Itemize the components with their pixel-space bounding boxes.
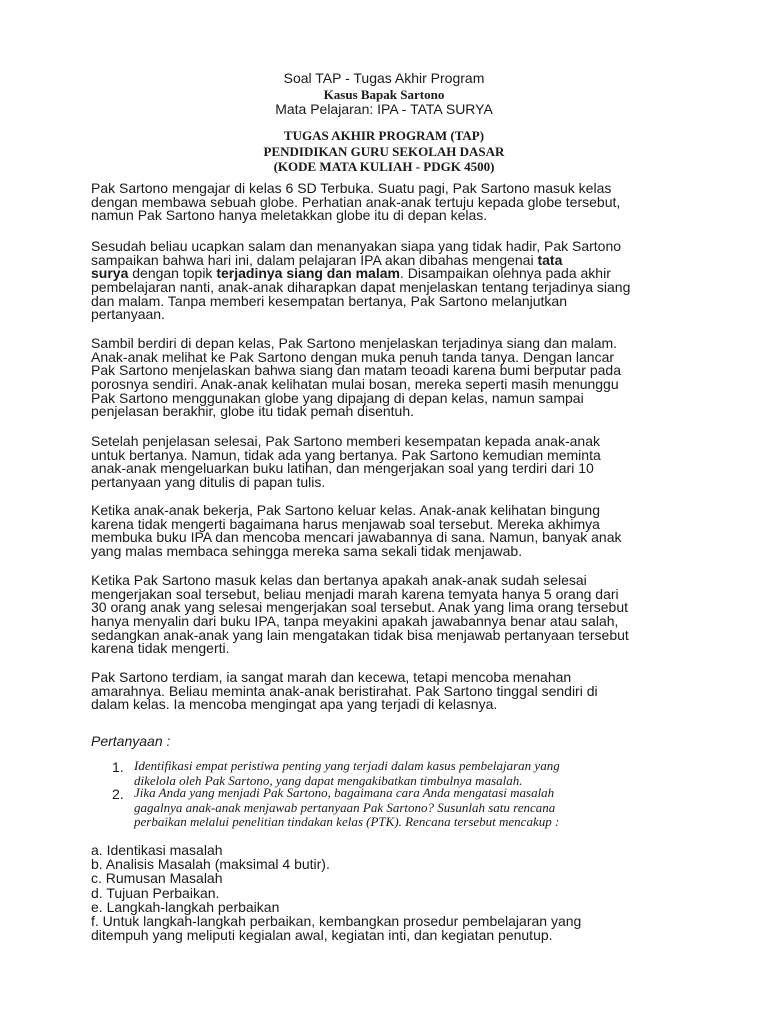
text-line: dalam kelas. Ia mencoba mengingat apa yang terjadi di kelasnya. [91,696,498,713]
text-line: Pak Sartono menjelaskan bahwa siang dan matam teoadi karena bumi berputar pada [91,362,621,379]
paragraph-4 [91,435,691,490]
text-line: karena tidak mengerti. [91,640,230,657]
text-line: Sesudah beliau ucapkan salam dan menanyakan siapa yang tidak hadir, Pak Sartono [91,238,622,254]
bold-text: surya [91,265,129,282]
text-line: gagalnya anak-anak menjawab pertanyaan Pak Sartono? Susunlah satu rencana [134,799,556,815]
text-line: Pak Sartono terdiam, ia sangat marah dan kecewa, tetapi mencoba menahan [91,669,572,685]
text-line: Sambil berdiri di depan kelas, Pak Sartono menjelaskan terjadinya siang dan malam. [91,335,618,351]
title-line: PENDIDIKAN GURU SEKOLAH DASAR [263,143,505,159]
text-run: . Disampaikan olehnya pada akhir [399,265,611,282]
list-item: f. Untuk langkah-langkah perbaikan, kembangkan prosedur pembelajaran yang [91,912,582,929]
questions-label: Pertanyaan : [91,733,171,749]
text-line: anak-anak mengeluarkan buku latihan, dan mengerjakan soal yang terdiri dari 10 [91,460,594,477]
text-line: Jika Anda yang menjadi Pak Sartono, bagaimana cara Anda mengatasi masalah [134,785,555,800]
text-line: namun Pak Sartono hanya meletakkan globe itu di depan kelas. [91,207,488,224]
text-run: sampaikan bahwa hari ini, dalam pelajaran IPA akan dibahas mengenai [91,251,538,268]
paragraph-2 [91,240,691,322]
header-subject: Mata Pelajaran: IPA - TATA SURYA [275,101,493,117]
text-line: dikelola oleh Pak Sartono, yang dapat mengakibatkan timbulnya masalah. [134,772,523,788]
list-item: b. Analisis Masalah (maksimal 4 butir). [91,856,330,873]
text-line: untuk bertanya. Namun, tidak ada yang bertanya. Pak Sartono kemudian meminta [91,446,601,463]
text-line: Anak-anak melihat ke Pak Sartono dengan muka penuh tanda tanya. Dengan lancar [91,348,615,365]
text-line: porosnya sendiri. Anak-anak kelihatan mulai bosan, mereka seperti masih menunggu [91,376,619,393]
text-line: Pak Sartono mengajar di kelas 6 SD Terbuka. Suatu pagi, Pak Sartono masuk kelas [91,180,612,196]
paragraph-7 [91,671,691,712]
list-item: d. Tujuan Perbaikan. [91,884,220,901]
text-line: yang malas membaca sehingga mereka sama sekali tidak menjawab. [91,543,523,560]
text-line: membuka buku IPA dan mencoba mencari jawabannya di sana. Namun, banyak anak [91,529,622,546]
paragraph-6 [91,574,691,656]
question-number: 2. [112,786,124,802]
question-text [134,759,560,788]
header-case-name: Kasus Bapak Sartono [323,87,445,102]
text-line: amarahnya. Beliau meminta anak-anak beristirahat. Pak Sartono tinggal sendiri di [91,682,598,699]
text-line: Ketika Pak Sartono masuk kelas dan bertanya apakah anak-anak sudah selesai [91,572,587,588]
question-text [134,786,559,830]
text-line: Pak Sartono menggunakan globe yang dipajang di depan kelas, namun sampai [91,389,584,406]
header-title: Soal TAP - Tugas Akhir Program [283,70,485,86]
list-item: e. Langkah-langkah perbaikan [91,898,280,915]
text-line: sedangkan anak-anak yang lain mengatakan tidak bisa menjawab pertanyaan tersebut [91,626,629,643]
text-line: 30 orang anak yang selesai mengerjakan soal tersebut. Anak yang lima orang tersebut [91,599,629,616]
paragraph-1 [91,182,691,223]
list-item: ditempuh yang meliputi kegialan awal, kegiatan inti, dan kegiatan penutup. [91,927,553,944]
task-list [91,843,581,942]
text-line: penjelasan berakhir, globe itu tidak pemah disentuh. [91,403,414,420]
text-line: karena tidak mengerti bagaimana harus menjawab soal tersebut. Mereka akhimya [91,515,600,532]
text-line: dengan membawa sebuah globe. Perhatian anak-anak tertuju kepada globe tersebut, [91,193,621,210]
bold-text: terjadinya siang dan malam [216,265,400,282]
title-block [0,128,768,175]
question-number: 1. [112,759,124,775]
paragraph-5 [91,504,691,559]
paragraph-3 [91,337,691,419]
text-line: dan malam. Tanpa memberi kesempatan bertanya, Pak Sartono melanjutkan [91,292,568,309]
list-item: a. Identikasi masalah [91,842,223,858]
text-line: perbaikan melalui penelitian tindakan kelas (PTK). Rencana tersebut mencakup : [134,814,560,829]
bold-text: tata [537,251,563,268]
text-line: mengerjakan soal tersebut, beliau menjadi marah karena temyata hanya 5 orang dari [91,585,619,602]
text-line: pertanyaan. [91,306,165,323]
text-run: dengan topik [128,265,217,282]
title-line: (KODE MATA KULIAH - PDGK 4500) [273,159,495,174]
text-line: pembelajaran nanti, anak-anak diharapkan dapat menjelaskan tentang terjadinya siang [91,279,631,296]
text-line: Setelah penjelasan selesai, Pak Sartono memberi kesempatan kepada anak-anak [91,433,600,449]
list-item: c. Rumusan Masalah [91,870,223,887]
text-line: Identifikasi empat peristiwa penting yang terjadi dalam kasus pembelajaran yang [134,758,560,773]
text-line: Ketika anak-anak bekerja, Pak Sartono keluar kelas. Anak-anak kelihatan bingung [91,502,600,518]
title-line: TUGAS AKHIR PROGRAM (TAP) [283,128,485,143]
text-line: pertanyaan yang ditulis di papan tulis. [91,474,326,491]
text-line: hanya menyalin dari buku IPA, tanpa meyakini apakah jawabannya benar atau salah, [91,613,619,630]
